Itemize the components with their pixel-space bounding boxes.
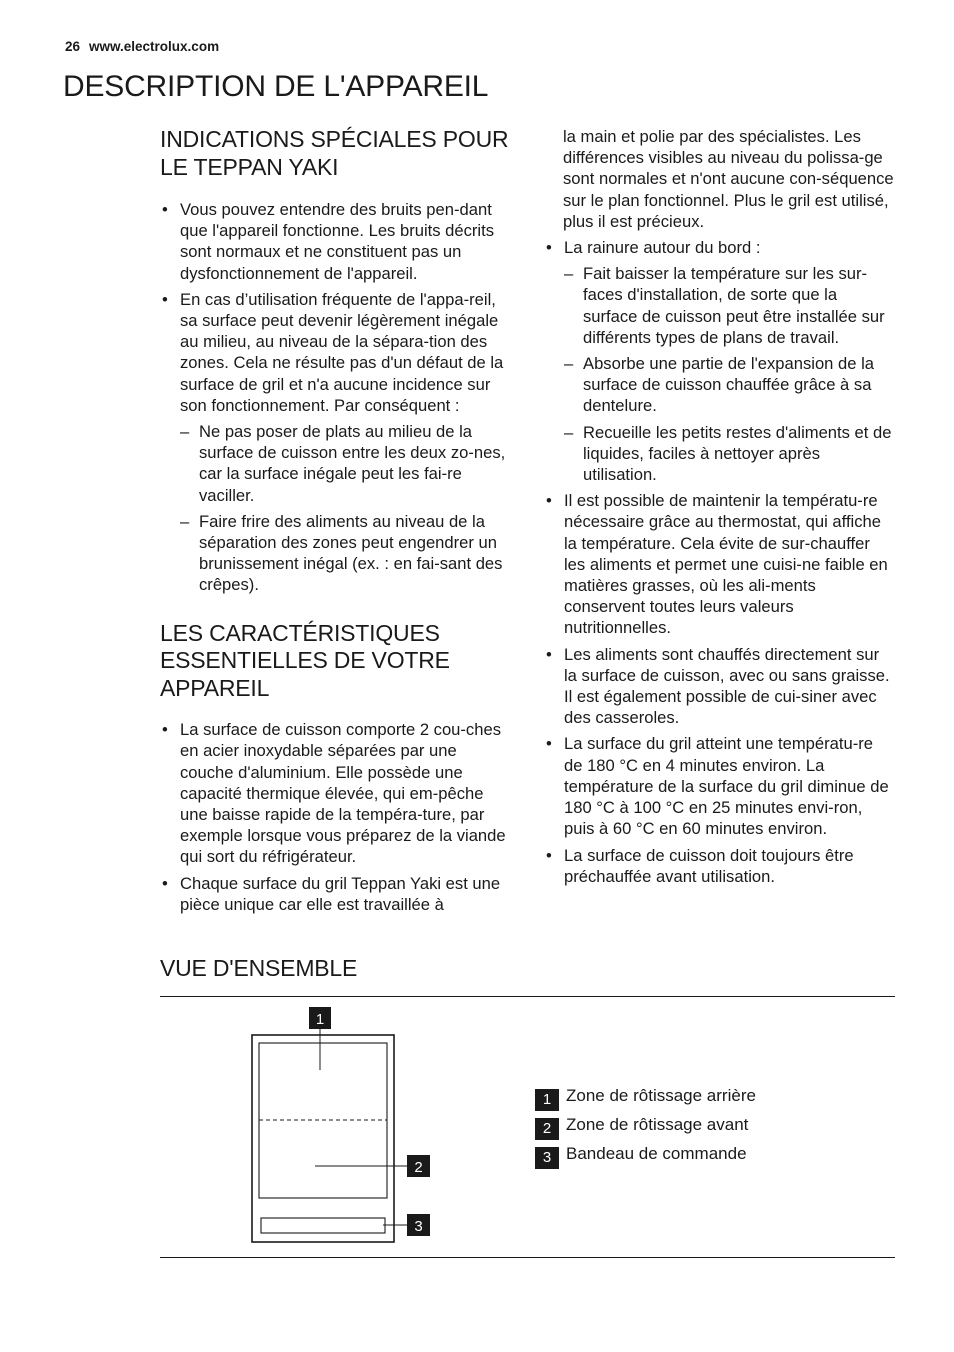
list-item: • Vous pouvez entendre des bruits pen-dant que l'appareil fonctionne. Les bruits décrits sont normaux et ne constituent pas un dysfonctionnement de l'appareil. [160,199,510,284]
sub-list [564,263,894,485]
right-column [544,126,894,892]
section-heading-teppan-yaki: INDICATIONS SPÉCIALES POUR LE TEPPAN YAKI [160,126,509,180]
page-title: DESCRIPTION DE L'APPAREIL [63,70,489,103]
callout-number-3: 3 [414,1218,423,1235]
legend-item [535,1141,756,1170]
legend-label: Zone de rôtissage arrière [566,1086,756,1105]
page-header [65,39,219,54]
characteristics-list [160,719,510,915]
left-column [160,126,510,920]
list-item: • En cas d’utilisation fréquente de l'appa-reil, sa surface peut devenir légèrement inégale au milieu, au niveau de la sépara-tion des zones. Cela ne résulte pas d'un défaut de la surface de gril et n'a aucune incidence sur son fonctionnement. Par conséquent : – Ne pas poser de plats au milieu de la surface de cuisson entre les deux zo-nes, car la surface inégale peut les fai-re vaciller. – Faire frire des aliments au niveau de la séparation des zones peut engendrer un brunissement inégal (ex. : en fai-sant des crêpes). [160,289,510,596]
legend-label: Bandeau de commande [566,1144,747,1163]
continued-text: la main et polie par des spécialistes. Les différences visibles au niveau du polissa-ge sont normales et n'ont aucune con-séquence sur le plan fonctionnel. Plus le gril est utilisé, plus il est précieux. [563,127,894,231]
characteristics-list-continued [544,237,894,887]
list-item: • Les aliments sont chauffés directement sur la surface de cuisson, avec ou sans graisse. Il est également possible de cui-siner avec des casseroles. [544,644,894,729]
sub-list-item: – Recueille les petits restes d'aliments et de liquides, faciles à nettoyer après utilisation. [564,422,894,486]
divider-top [160,996,895,997]
legend-number: 3 [535,1147,559,1169]
list-item: • La rainure autour du bord : – Fait baisser la température sur les sur-faces d'installation, de sorte que la surface de cuisson peut être installée sur différents types de plans de travail. – Absorbe une partie de l'expansion de la surface de cuisson chauffée grâce à sa dentelure. – Recueille les petits restes d'aliments et de liquides, faciles à nettoyer après utilisation. [544,237,894,485]
list-item: • Chaque surface du gril Teppan Yaki est une pièce unique car elle est travaillée à [160,873,510,915]
callout-number-1: 1 [315,1011,325,1028]
control-panel [261,1218,385,1233]
teppan-yaki-list [160,199,510,596]
sub-list-item: – Fait baisser la température sur les sur-faces d'installation, de sorte que la surface de cuisson peut être installée sur différents types de plans de travail. [564,263,894,348]
section-heading-characteristics: LES CARACTÉRISTIQUES ESSENTIELLES DE VOTRE APPAREIL [160,619,450,701]
sub-list-item: – Ne pas poser de plats au milieu de la surface de cuisson entre les deux zo-nes, car la surface inégale peut les fai-re vaciller. [180,421,510,506]
list-item: • La surface de cuisson doit toujours être préchauffée avant utilisation. [544,845,894,887]
divider-bottom [160,1257,895,1258]
appliance-diagram [245,1005,445,1250]
list-item: • Il est possible de maintenir la températu-re nécessaire grâce au thermostat, qui affiche la température. Cela évite de sur-chauffer les aliments et permet une cuisi-ne faible en matières grasses, où les ali-ments conservent toutes leurs valeurs nutritionnelles. [544,490,894,638]
legend-item [535,1112,756,1141]
legend-number: 2 [535,1118,559,1140]
sub-list-item: – Faire frire des aliments au niveau de la séparation des zones peut engendrer un brunissement inégal (ex. : en fai-sant des crêpes). [180,511,510,596]
sub-list [180,421,510,596]
section-heading-overview: VUE D'ENSEMBLE [160,955,358,981]
legend-item [535,1083,756,1112]
list-item: • La surface de cuisson comporte 2 cou-ches en acier inoxydable séparées par une couche d'aluminium. Elle possède une capacité thermique élevée, qui em-pêche une baisse rapide de la tempéra-ture, par exemple lorsque vous préparez de la viande qui sort du réfrigérateur. [160,719,510,867]
diagram-legend [535,1083,756,1170]
legend-number: 1 [535,1089,559,1111]
website-link[interactable]: www.electrolux.com [89,39,220,54]
appliance-outline [252,1035,394,1242]
legend-label: Zone de rôtissage avant [566,1115,749,1134]
list-item: • La surface du gril atteint une températu-re de 180 °C en 4 minutes environ. La température de la surface du gril diminue de 180 °C à 100 °C en 25 minutes envi-ron, puis à 60 °C en 60 minutes environ. [544,733,894,839]
sub-list-item: – Absorbe une partie de l'expansion de la surface de cuisson chauffée grâce à sa dentelure. [564,353,894,417]
page-number: 26 [65,39,81,54]
callout-number-2: 2 [414,1159,423,1176]
